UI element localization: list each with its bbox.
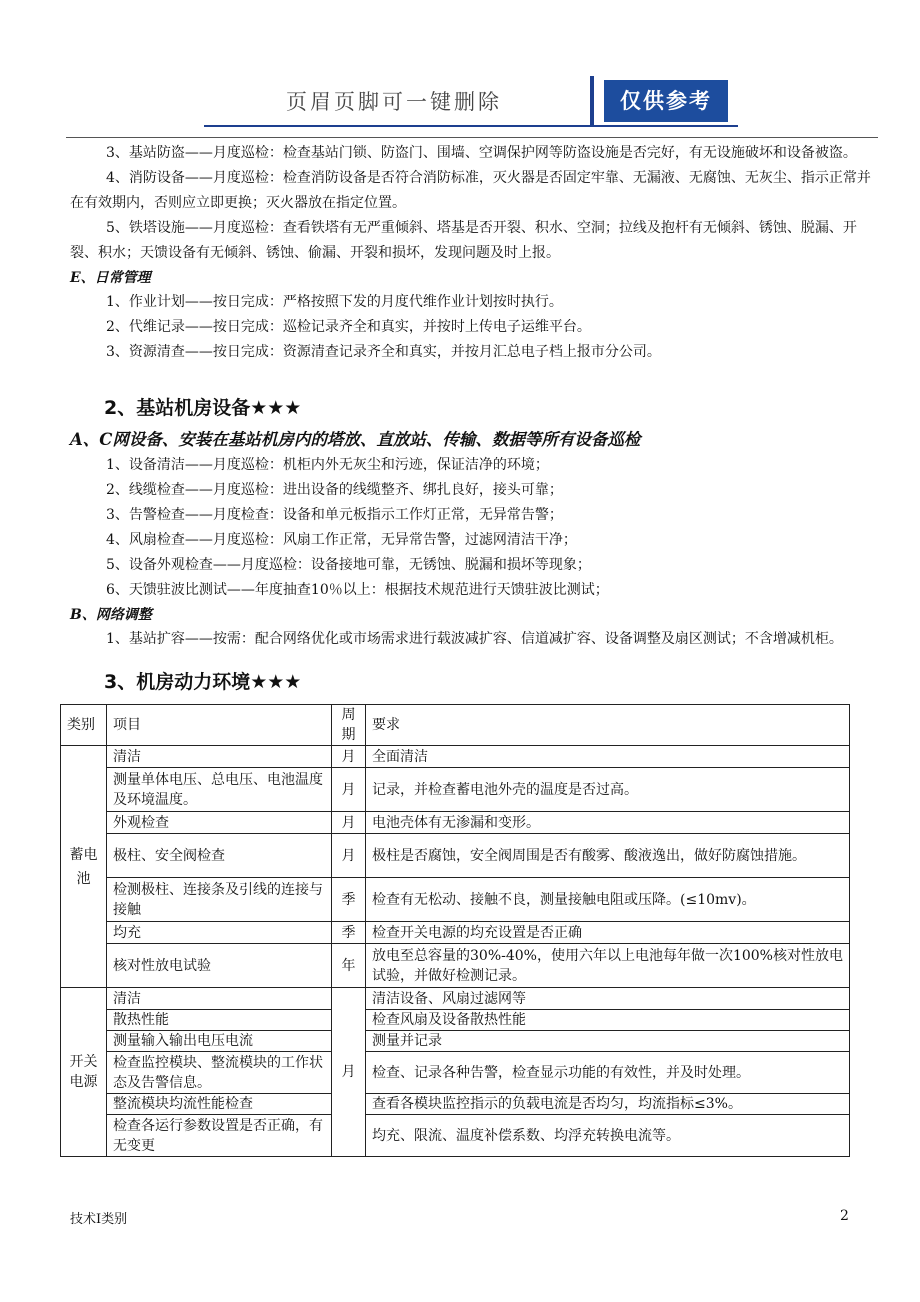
table-row: [61, 812, 850, 834]
section-2-sub-a: A、C网设备、安装在基站机房内的塔放、直放站、传输、数据等所有设备巡检: [70, 430, 641, 449]
table-row: [61, 988, 850, 1010]
paragraph-a4: 4、风扇检查——月度巡检：风扇工作正常，无异常告警，过滤网清洁干净；: [106, 532, 577, 548]
paragraph-d4: 4、消防设备——月度巡检：检查消防设备是否符合消防标准，灭火器是否固定牢靠、无漏液、无腐蚀、无灰尘、指示正常并在有效期内，否则应立即更换；灭火器放在指定位置。: [70, 170, 871, 211]
cell-item: 核对性放电试验: [107, 944, 332, 988]
table-row: [61, 1052, 850, 1094]
category-power: 开关电源: [61, 988, 107, 1157]
paragraph-a3: 3、告警检查——月度检查：设备和单元板指示工作灯正常，无异常告警；: [106, 507, 563, 523]
paragraph-d3: 3、基站防盗——月度巡检：检查基站门锁、防盗门、围墙、空调保护网等防盗设施是否完好，有无设施破坏和设备被盗。: [106, 145, 857, 161]
cell-requirement: 均充、限流、温度补偿系数、均浮充转换电流等。: [366, 1115, 850, 1157]
paragraph-b1: 1、基站扩容——按需：配合网络优化或市场需求进行载波减扩容、信道减扩容、设备调整及扇区测试；不含增减机柜。: [106, 631, 843, 647]
paragraph-e1: 1、作业计划——按日完成：严格按照下发的月度代维作业计划按时执行。: [106, 294, 563, 310]
header-period: 周期: [332, 705, 366, 746]
cell-requirement: 检查开关电源的均充设置是否正确: [366, 922, 850, 944]
cell-item: 极柱、安全阀检查: [107, 834, 332, 878]
paragraph-e3: 3、资源清查——按日完成：资源清查记录齐全和真实，并按月汇总电子档上报市分公司。: [106, 344, 661, 360]
paragraph-a2: 2、线缆检查——月度巡检：进出设备的线缆整齐、绑扎良好，接头可靠；: [106, 482, 563, 498]
table-row: [61, 1094, 850, 1115]
cell-item: 测量单体电压、总电压、电池温度及环境温度。: [107, 768, 332, 812]
header-item: 项目: [107, 705, 332, 746]
paragraph-d5: 5、铁塔设施——月度巡检：查看铁塔有无严重倾斜、塔基是否开裂、积水、空洞；拉线及抱杆有无倾斜、锈蚀、脱漏、开裂、积水；天馈设备有无倾斜、锈蚀、偷漏、开裂和损坏，发现问题及时上报。: [70, 220, 857, 261]
section-2-title: 2、基站机房设备★★★: [104, 397, 302, 419]
paragraph-e2: 2、代维记录——按日完成：巡检记录齐全和真实，并按时上传电子运维平台。: [106, 319, 591, 335]
header-divider: [590, 76, 594, 126]
cell-period: 季: [332, 922, 366, 944]
cell-requirement: 记录，并检查蓄电池外壳的温度是否过高。: [366, 768, 850, 812]
document-body: [67, 141, 880, 1157]
table-row: [61, 1010, 850, 1031]
header-title: 页眉页脚可一键删除: [286, 90, 502, 114]
cell-period: 年: [332, 944, 366, 988]
table-row: [61, 1115, 850, 1157]
cell-period: 月: [332, 834, 366, 878]
cell-requirement: 电池壳体有无渗漏和变形。: [366, 812, 850, 834]
table-row: [61, 878, 850, 922]
cell-requirement: 检查有无松动、接触不良，测量接触电阻或压降。(≤10mv)。: [366, 878, 850, 922]
cell-period: 月: [332, 746, 366, 768]
cell-period: 月: [332, 768, 366, 812]
paragraph-a5: 5、设备外观检查——月度巡检：设备接地可靠，无锈蚀、脱漏和损坏等现象；: [106, 557, 591, 573]
cell-item: 检查监控模块、整流模块的工作状态及告警信息。: [107, 1052, 332, 1094]
table-row: [61, 944, 850, 988]
section-3-title: 3、机房动力环境★★★: [104, 671, 302, 693]
cell-requirement: 放电至总容量的30%-40%，使用六年以上电池每年做一次100%核对性放电试验，并做好检测记录。: [366, 944, 850, 988]
cell-requirement: 查看各模块监控指示的负载电流是否均匀，均流指标≤3%。: [366, 1094, 850, 1115]
header-rule: [66, 137, 878, 138]
cell-period: 季: [332, 878, 366, 922]
section-2-sub-b: B、网络调整: [70, 607, 152, 623]
paragraph-a6: 6、天馈驻波比测试——年度抽查10％以上：根据技术规范进行天馈驻波比测试；: [106, 582, 609, 598]
cell-item: 测量输入输出电压电流: [107, 1031, 332, 1052]
header-underline: [204, 125, 738, 127]
maintenance-table: [60, 704, 850, 1157]
cell-item: 检测极柱、连接条及引线的连接与接触: [107, 878, 332, 922]
cell-requirement: 测量并记录: [366, 1031, 850, 1052]
header-badge: 仅供参考: [604, 80, 728, 122]
cell-period: 月: [332, 988, 366, 1157]
cell-requirement: 清洁设备、风扇过滤网等: [366, 988, 850, 1010]
cell-item: 均充: [107, 922, 332, 944]
table-row: [61, 834, 850, 878]
footer-label: 技术I类别: [70, 1212, 128, 1227]
table-row: [61, 922, 850, 944]
cell-item: 外观检查: [107, 812, 332, 834]
page-number: 2: [840, 1208, 849, 1224]
table-row: [61, 1031, 850, 1052]
cell-item: 检查各运行参数设置是否正确，有无变更: [107, 1115, 332, 1157]
cell-requirement: 极柱是否腐蚀，安全阀周围是否有酸雾、酸液逸出，做好防腐蚀措施。: [366, 834, 850, 878]
cell-item: 散热性能: [107, 1010, 332, 1031]
cell-requirement: 全面清洁: [366, 746, 850, 768]
header-category: 类别: [61, 705, 107, 746]
cell-item: 清洁: [107, 746, 332, 768]
section-e-title: E、日常管理: [70, 270, 151, 286]
category-battery: 蓄电池: [61, 746, 107, 988]
cell-period: 月: [332, 812, 366, 834]
table-header-row: [61, 705, 850, 746]
cell-item: 整流模块均流性能检查: [107, 1094, 332, 1115]
cell-requirement: 检查风扇及设备散热性能: [366, 1010, 850, 1031]
paragraph-a1: 1、设备清洁——月度巡检：机柜内外无灰尘和污迹，保证洁净的环境；: [106, 457, 549, 473]
cell-requirement: 检查、记录各种告警，检查显示功能的有效性，并及时处理。: [366, 1052, 850, 1094]
table-row: [61, 746, 850, 768]
header-requirement: 要求: [366, 705, 850, 746]
cell-item: 清洁: [107, 988, 332, 1010]
table-row: [61, 768, 850, 812]
